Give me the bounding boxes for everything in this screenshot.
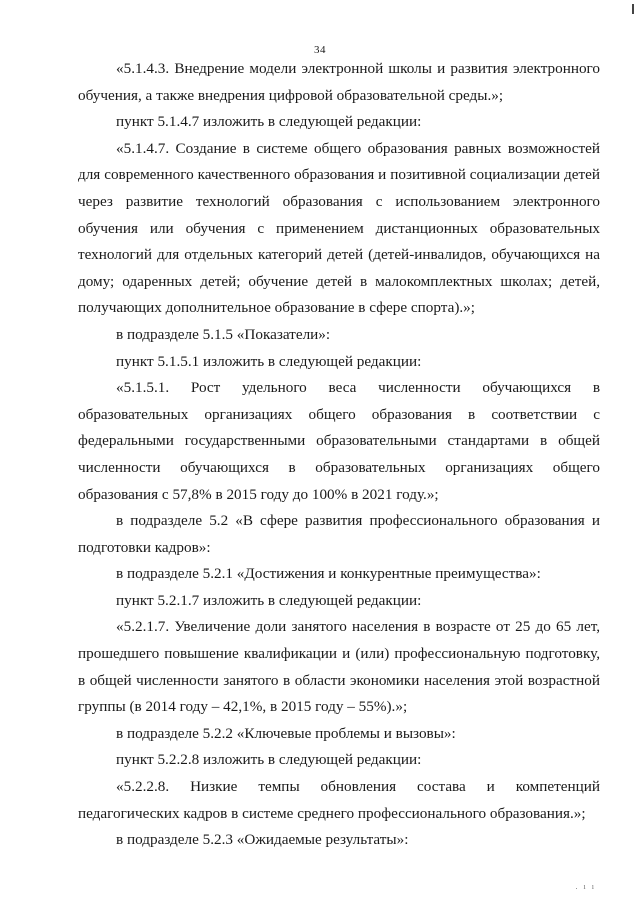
paragraph-5-2-2-8: «5.2.2.8. Низкие темпы обновления состава и компетенций педагогических кадров в системе среднего профессионального образования.»; (78, 778, 600, 822)
paragraph-instruction-5-2-2-8: пункт 5.2.2.8 изложить в следующей редакции: (116, 751, 422, 769)
paragraph-subsection-5-1-5: в подразделе 5.1.5 «Показатели»: (116, 325, 331, 343)
paragraph-5-2-1-7: «5.2.1.7. Увеличение доли занятого населения в возрасте от 25 до 65 лет, прошедшего повышение квалификации и (или) профессиональную подготовку, в общей численности занятого в области экономики населения этой возрастной группы (в 2014 году – 42,1%, в 2015 году – 55%).»; (78, 618, 600, 716)
document-body (78, 56, 600, 854)
paragraph-instruction-5-1-4-7: пункт 5.1.4.7 изложить в следующей редакции: (116, 113, 422, 131)
page-number: 34 (314, 44, 326, 56)
paragraph-5-1-4-3: «5.1.4.3. Внедрение модели электронной школы и развития электронного обучения, а также внедрения цифровой образовательной среды.»; (78, 60, 600, 104)
paragraph-instruction-5-1-5-1: пункт 5.1.5.1 изложить в следующей редакции: (116, 352, 422, 370)
paragraph-instruction-5-2-1-7: пункт 5.2.1.7 изложить в следующей редакции: (116, 591, 422, 609)
footer-mark: . ı ı (575, 882, 596, 891)
paragraph-5-1-4-7: «5.1.4.7. Создание в системе общего образования равных возможностей для современного качественного образования и позитивной социализации детей через развитие технологий образования с использованием электронного обучения или обучения с применением дистанционных образовательных технологий для отдельных категорий детей (детей-инвалидов, обучающихся на дому; одаренных детей; обучение детей в малокомплектных школах; детей, получающих дополнительное образование в сфере спорта).»; (78, 139, 600, 317)
paragraph-subsection-5-2-3: в подразделе 5.2.3 «Ожидаемые результаты»: (116, 831, 409, 849)
paragraph-subsection-5-2-2: в подразделе 5.2.2 «Ключевые проблемы и вызовы»: (116, 724, 456, 742)
paragraph-subsection-5-2: в подразделе 5.2 «В сфере развития профессионального образования и подготовки кадров»: (78, 512, 600, 556)
paragraph-5-1-5-1: «5.1.5.1. Рост удельного веса численности обучающихся в образовательных организациях общего образования в соответствии с федеральными государственными образовательными стандартами в общей численности обучающихся в образовательных организациях общего образования с 57,8% в 2015 году до 100% в 2021 году.»; (78, 379, 600, 503)
scan-edge-mark (632, 4, 634, 14)
paragraph-subsection-5-2-1: в подразделе 5.2.1 «Достижения и конкурентные преимущества»: (116, 565, 541, 583)
